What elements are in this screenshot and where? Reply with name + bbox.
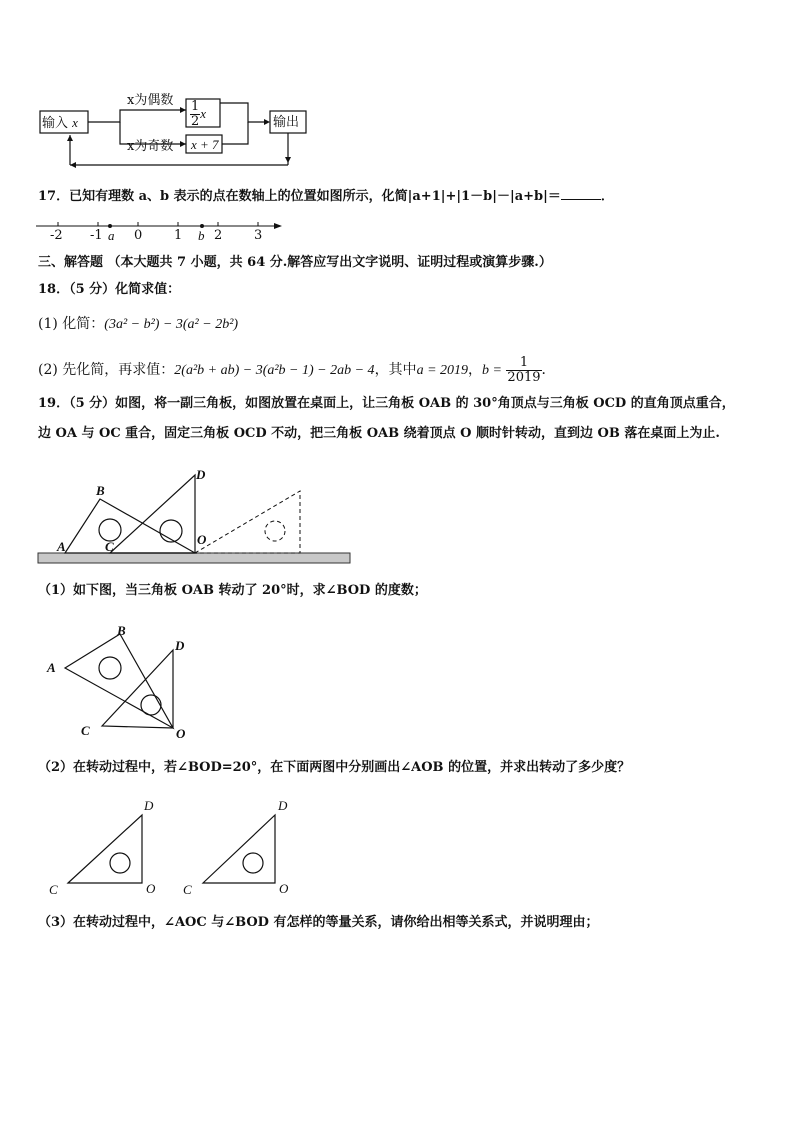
flow-half-x: $\frac{1}{2}$ x [191, 99, 207, 129]
fig3a-label-o: O [146, 881, 156, 896]
q18-title: 18．（5 分）化简求值： [38, 282, 181, 297]
fig2-label-o: O [176, 726, 186, 741]
q18-part2: (2) 先化简，再求值：2(a²b + ab) − 3(a²b − 1) − 2ab − 4，其中a = 2019，b = $\frac{1}{2019}$ ． [38, 354, 556, 385]
fig2-label-b: B [117, 623, 126, 638]
fig3b-label-o: O [279, 881, 289, 896]
q19-figure-3b [195, 805, 295, 890]
axis-tick-1: 1 [174, 228, 183, 243]
flow-odd-label: x为奇数 [127, 139, 174, 154]
triangle-oab-rotated-20 [65, 634, 173, 728]
triangle-oab [65, 499, 195, 553]
flow-even-label: x为偶数 [127, 93, 174, 108]
fig1-label-d: D [196, 467, 206, 482]
section-heading: 三、解答题 （本大题共 7 小题，共 64 分.解答应写出文字说明、证明过程或演算步骤.） [38, 255, 552, 270]
fig1-label-o: O [197, 532, 207, 547]
axis-tick-3: 3 [254, 228, 263, 243]
fig2-label-c: C [81, 723, 90, 738]
q17-answer-blank [561, 187, 601, 200]
q18-part1: (1) 化简：(3a² − b²) − 3(a² − 2b²) [38, 316, 239, 332]
q19-figure-3a [60, 805, 160, 890]
fig3a-label-d: D [144, 798, 154, 813]
q19-sub1: （1）如下图，当三角板 OAB 转动了 20°时，求∠BOD 的度数； [38, 583, 427, 598]
number-line [36, 216, 286, 246]
q17-text: 17．已知有理数 a、b 表示的点在数轴上的位置如图所示，化简|a+1|+|1－b|－|a+b|＝ ． [38, 189, 614, 204]
fig2-label-d: D [175, 638, 185, 653]
flow-output-label: 输出 [273, 115, 300, 130]
axis-tick-2: 2 [214, 228, 223, 243]
q19-sub3: （3）在转动过程中，∠AOC 与∠BOD 有怎样的等量关系，请你给出相等关系式，并说明理由； [38, 915, 599, 930]
fig1-label-c: C [105, 539, 114, 554]
fig3b-label-d: D [278, 798, 288, 813]
axis-tick-n1: -1 [90, 228, 103, 243]
axis-tick-n2: -2 [50, 228, 63, 243]
fig3a-label-c: C [49, 882, 58, 897]
fig3b-label-c: C [183, 882, 192, 897]
triangle-ocd-fixed [102, 650, 173, 728]
axis-point-a: a [108, 228, 115, 243]
q19-sub2: （2）在转动过程中，若∠BOD=20°，在下面两图中分别画出∠AOB 的位置，并求出转动了多少度？ [38, 760, 631, 775]
axis-point-b: b [198, 228, 205, 243]
fig2-label-a: A [47, 660, 56, 675]
q19-line1: 19．（5 分）如图，将一副三角板，如图放置在桌面上，让三角板 OAB 的 30°角顶点与三角板 OCD 的直角顶点重合， [38, 396, 735, 411]
axis-tick-0: 0 [134, 228, 143, 243]
fig1-label-b: B [96, 483, 105, 498]
triangle-ocd [110, 475, 195, 553]
flow-plus7: x + 7 [191, 137, 219, 152]
fig1-label-a: A [57, 539, 66, 554]
flow-input-label: 输入 x [42, 115, 78, 131]
q19-line2: 边 OA 与 OC 重合，固定三角板 OCD 不动，把三角板 OAB 绕着顶点 O 顺时针转动，直到边 OB 落在桌面上为止. [38, 426, 720, 441]
triangle-oab-rotated [195, 491, 300, 553]
q19-figure-1 [30, 465, 360, 570]
